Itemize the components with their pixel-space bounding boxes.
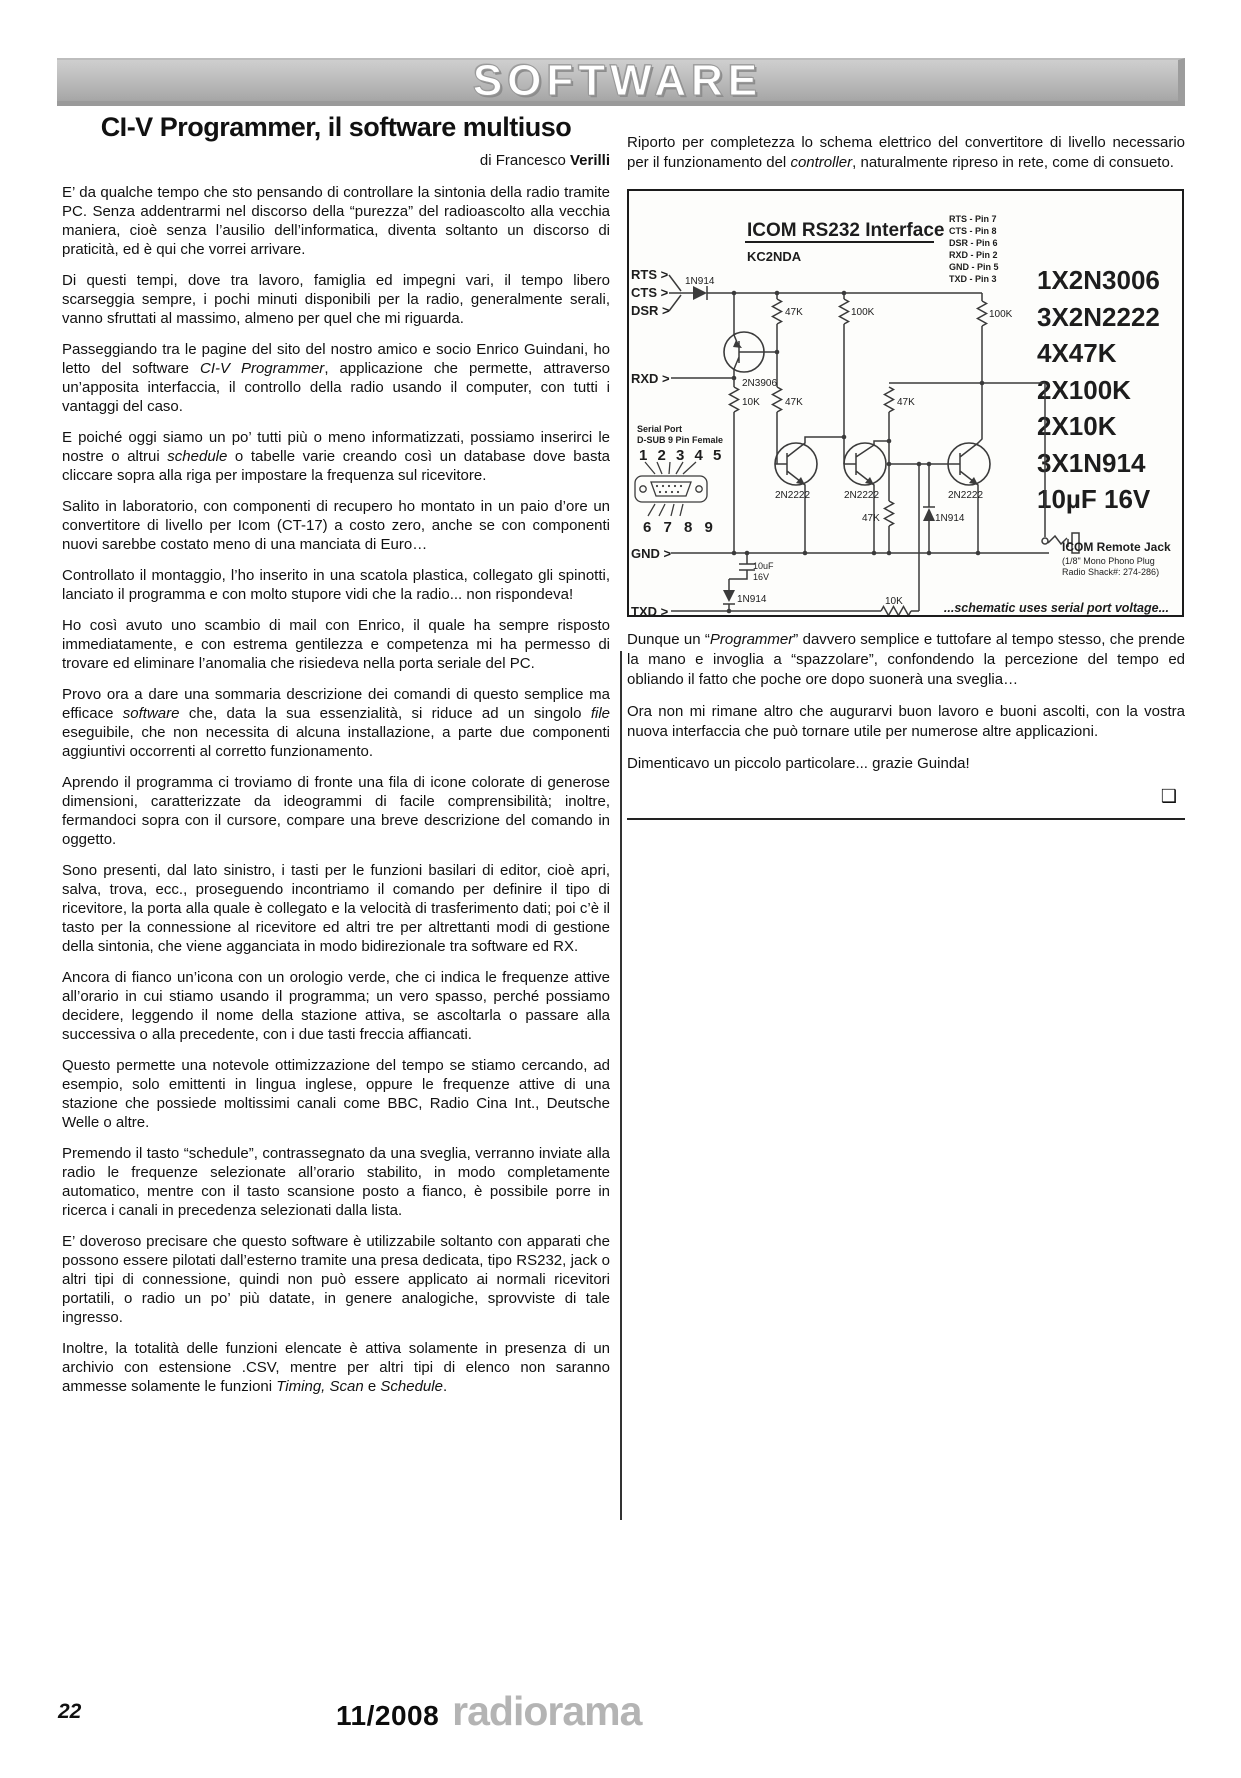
text-run: Timing, Scan — [276, 1378, 364, 1395]
part-row: 2X100K — [1037, 375, 1131, 405]
pin-row: RXD - Pin 2 — [949, 250, 998, 260]
text-run: Riporto per completezza lo schema elettrico del convertitore di livello necessario per il funzionamento del — [627, 134, 1185, 171]
db9-connector — [635, 462, 707, 516]
paragraph — [62, 685, 610, 761]
label-q2: 2N2222 — [775, 490, 811, 501]
pin-row: DSR - Pin 6 — [949, 238, 998, 248]
text-run: o tabelle varie creando così un database dove basta cliccare sopra alla riga per impostare la frequenza sul ricevitore. — [62, 448, 610, 484]
part-row: 1X2N3006 — [1037, 265, 1160, 295]
paragraph — [627, 702, 1185, 742]
schematic-svg — [629, 191, 1182, 615]
text-run: , naturalmente ripreso in rete, come di consueto. — [852, 154, 1174, 171]
text-run: Questo permette una notevole ottimizzazione del tempo se stiamo cercando, ad esempio, solo emittenti in lingua inglese, oppure le frequenze attive di una stazione che possiede moltissimi canali come BBC, Radio Cina Int., Deutsche Welle o altre. — [62, 1057, 610, 1131]
jack-sub2: Radio Shack#: 274-286) — [1062, 567, 1160, 577]
paragraph — [62, 183, 610, 259]
byline — [62, 152, 610, 169]
right-column — [627, 133, 1185, 820]
serial-port-label-2: D-SUB 9 Pin Female — [637, 435, 724, 445]
column-divider — [620, 651, 622, 1520]
paragraph — [627, 630, 1185, 690]
serial-port-label-1: Serial Port — [637, 424, 683, 434]
text-run: Schedule — [380, 1378, 443, 1395]
diode-1n914-3 — [723, 590, 735, 602]
text-run: E’ doveroso precisare che questo software è utilizzabile soltanto con apparati che possono essere pilotati dall’esterno tramite una presa dedicata, tipo RS232, jack o altri tipi di connessione, quindi non può essere applicato ai normali ricevitori portatili, o radio un po’ più datate, in genere analogiche, sprovviste di tale ingresso. — [62, 1233, 610, 1326]
resistor-47k-3 — [885, 387, 894, 412]
part-row: 4X47K — [1037, 338, 1117, 368]
parts-list — [1037, 265, 1160, 514]
label-r1: 47K — [785, 307, 803, 318]
text-run: E’ da qualche tempo che sto pensando di controllare la sintonia della radio tramite PC. Senza addentrarmi nel discorso della “purezza” del radioascolto alla vecchia maniera, cioè senza l’ausilio dell’informatica, diventa soltanto un discorso di praticità, ed è qui che vorrei arrivare. — [62, 184, 610, 258]
paragraph — [62, 497, 610, 554]
label-r3: 100K — [989, 309, 1013, 320]
end-of-article-marker: ❑ — [1160, 786, 1177, 806]
byline-prefix: di Francesco — [479, 152, 570, 169]
label-q4: 2N2222 — [948, 490, 984, 501]
text-run: CI-V Programmer — [199, 360, 325, 377]
signal-rxd: RXD > — [631, 371, 670, 386]
resistor-47k-4 — [885, 501, 894, 526]
signal-rts: RTS > — [631, 267, 669, 282]
label-r4: 10K — [742, 397, 760, 408]
text-run: Ho così avuto uno scambio di mail con Enrico, il quale ha sempre risposto immediatamente, e con estrema gentilezza e competenza mi ha permesso di trovare ed eliminare l’anomalia che risiedeva nella porta seriale del PC. — [62, 617, 610, 672]
schematic-subtitle: KC2NDA — [747, 249, 802, 264]
signal-cts: CTS > — [631, 285, 669, 300]
text-run: Premendo il tasto “schedule”, contrassegnato da una sveglia, verranno inviate alla radio le frequenze selezionate all’orario stabilito, in modo completamente automatico, mentre con il tasto scansione posto a fianco, è possibile porre in ricerca i canali in precedenza selezionati dalla lista. — [62, 1145, 610, 1219]
paragraph — [62, 566, 610, 604]
text-run: eseguibile, che non necessita di alcuna installazione, a parte due componenti aggiuntivi occorrenti al corretto funzionamento. — [62, 724, 610, 760]
jack-title: ICOM Remote Jack — [1062, 540, 1171, 554]
text-run: Inoltre, la totalità delle funzioni elencate è attiva solamente in presenza di un archivio con estensione .CSV, mentre per altri tipi di elenco non saranno ammesse solamente le funzioni — [62, 1340, 610, 1395]
text-run: Ancora di fianco un’icona con un orologio verde, che ci indica le frequenze attive all’orario in cui stiamo usando il programma; un vero spasso, perché possiamo decidere, leggendo il nome della stazione attiva, se ascoltarla o passare alla successiva o alla precedente, con i due tasti freccia affiancati. — [62, 969, 610, 1043]
diode-1n914-1 — [693, 286, 707, 300]
resistor-10k-2 — [881, 607, 911, 616]
paragraph — [62, 1232, 610, 1327]
issue-date: 11/2008 — [336, 1700, 440, 1731]
label-c1: 10uF — [753, 561, 774, 571]
text-run: Dunque un “ — [627, 631, 710, 648]
paragraph — [62, 861, 610, 956]
text-run: Programmer — [709, 631, 794, 648]
paragraph — [62, 1056, 610, 1132]
article-header — [62, 112, 610, 169]
section-banner — [57, 55, 1185, 106]
paragraph — [62, 340, 610, 416]
part-row: 3X1N914 — [1037, 448, 1146, 478]
label-r5: 47K — [785, 397, 803, 408]
text-run: . — [442, 1378, 448, 1395]
resistor-47k-2 — [773, 387, 782, 412]
paragraph — [62, 968, 610, 1044]
text-run: software — [122, 705, 180, 722]
text-run: Di questi tempi, dove tra lavoro, famiglia ed impegni vari, il tempo libero scarseggia sempre, i pochi minuti disponibili per la radio, generalmente serali, vanno sfruttati al massimo, almeno per quel che mi riguarda. — [62, 272, 610, 327]
db9-pins-top: 1 2 3 4 5 — [639, 447, 725, 464]
paragraph — [627, 133, 1185, 173]
part-row: 3X2N2222 — [1037, 302, 1160, 332]
text-run: Sono presenti, dal lato sinistro, i tasti per le funzioni basilari di editor, cioè apri, salva, trova, ecc., proseguendo incontriamo il comando per definire il tipo di ricevitore, la porta alla quale è collegato e la velocità di trasferimento dati; poi c’è il tasto per la connessione al ricevitore ed altri tre per altrettanti modi di gestione della sintonia, che viene agganciata in modo bidirezionale tra software ed RX. — [62, 862, 610, 955]
text-run: controller — [790, 154, 853, 171]
jack-sub1: (1/8" Mono Phono Plug — [1062, 556, 1155, 566]
resistor-100k-1 — [840, 299, 849, 324]
paragraph — [62, 1144, 610, 1220]
text-run: file — [590, 705, 611, 722]
footer — [336, 1688, 641, 1735]
label-d1: 1N914 — [685, 276, 715, 287]
signal-dsr: DSR > — [631, 303, 670, 318]
signal-gnd: GND > — [631, 546, 672, 561]
pin-row: GND - Pin 5 — [949, 262, 999, 272]
text-run: Dimenticavo un piccolo particolare... grazie Guinda! — [627, 755, 970, 772]
label-q1: 2N3906 — [742, 378, 778, 389]
resistor-10k-1 — [730, 387, 739, 412]
pin-assignment-list — [949, 214, 999, 284]
circuit-wires — [669, 275, 1079, 615]
paragraph — [62, 428, 610, 485]
left-column-paragraphs — [62, 183, 610, 1408]
text-run: ” davvero semplice e tuttofare al tempo stesso, che prende la mano e invoglia a “spazzolare”, confondendo la percezione del tempo ed obliando il fatto che poche ore dopo suonerà una sveglia… — [627, 631, 1185, 688]
text-run: E poiché oggi siamo un po’ tutti più o meno informatizzati, possiamo inserirci le nostre o altrui — [62, 429, 610, 465]
schematic-title: ICOM RS232 Interface — [747, 220, 945, 241]
right-column-outro — [627, 630, 1185, 774]
section-banner-title: SOFTWARE — [472, 55, 763, 105]
text-run: schedule — [167, 448, 228, 465]
text-run: Passeggiando tra le pagine del sito del nostro amico e socio Enrico Guindani, ho letto del software — [62, 341, 610, 377]
page-number: 22 — [58, 1700, 82, 1723]
resistor-47k-1 — [773, 299, 782, 324]
schematic-footnote: ...schematic uses serial port voltage... — [943, 601, 1169, 615]
paragraph — [62, 271, 610, 328]
pin-row: CTS - Pin 8 — [949, 226, 997, 236]
label-q3: 2N2222 — [844, 490, 880, 501]
paragraph — [627, 754, 1185, 774]
diode-1n914-2 — [923, 508, 935, 521]
label-c1v: 16V — [753, 572, 770, 582]
paragraph — [62, 616, 610, 673]
resistor-100k-2 — [978, 301, 987, 326]
text-run: , applicazione che permette, attraverso un’apposita interfaccia, il controllo della radio usando il computer, con tutti i vantaggi del caso. — [62, 360, 610, 415]
label-r7: 47K — [862, 513, 880, 524]
label-r2: 100K — [851, 307, 875, 318]
right-column-intro — [627, 133, 1185, 173]
page-title: CI-V Programmer, il software multiuso — [100, 112, 572, 142]
end-rule — [627, 818, 1185, 820]
label-r6: 47K — [897, 397, 915, 408]
text-run: Ora non mi rimane altro che augurarvi buon lavoro e buoni ascolti, con la vostra nuova interfaccia che può tornare utile per numerose altre applicazioni. — [627, 703, 1185, 740]
label-r8: 10K — [885, 596, 903, 607]
byline-author: Verilli — [569, 152, 610, 169]
text-run: Provo ora a dare una sommaria descrizione dei comandi di questo semplice ma efficace — [62, 686, 610, 722]
signal-txd: TXD > — [631, 604, 669, 615]
text-run: che, data la sua essenzialità, si riduce ad un singolo — [179, 705, 591, 722]
paragraph — [62, 1339, 610, 1396]
schematic-figure — [627, 189, 1184, 617]
text-run: Aprendo il programma ci troviamo di fronte una fila di icone colorate di generose dimensioni, caratterizzate da ideogrammi di facile comprensibilità; inoltre, fermandoci sopra con il cursore, compare una breve descrizione del comando in oggetto. — [62, 774, 610, 848]
pin-row: RTS - Pin 7 — [949, 214, 997, 224]
magazine-logo: radiorama — [452, 1688, 642, 1734]
text-run: Salito in laboratorio, con componenti di recupero ho montato in un paio d’ore un convertitore di livello per Icom (CT-17) a costo zero, anche se con componenti nuovi sarebbe costato meno di una manciata di Euro… — [62, 498, 610, 553]
label-d2: 1N914 — [935, 513, 965, 524]
text-run: Controllato il montaggio, l’ho inserito in una scatola plastica, collegato gli spinotti, lanciato il programma e con molto stupore vidi che la radio... non rispondeva! — [62, 567, 610, 603]
text-run: e — [363, 1378, 381, 1395]
paragraph — [62, 773, 610, 849]
label-d3: 1N914 — [737, 594, 767, 605]
part-row: 2X10K — [1037, 411, 1117, 441]
pin-row: TXD - Pin 3 — [949, 274, 997, 284]
part-row: 10µF 16V — [1037, 484, 1151, 514]
db9-pins-bottom: 6 7 8 9 — [643, 519, 717, 536]
jack-tip-icon — [1042, 538, 1048, 544]
